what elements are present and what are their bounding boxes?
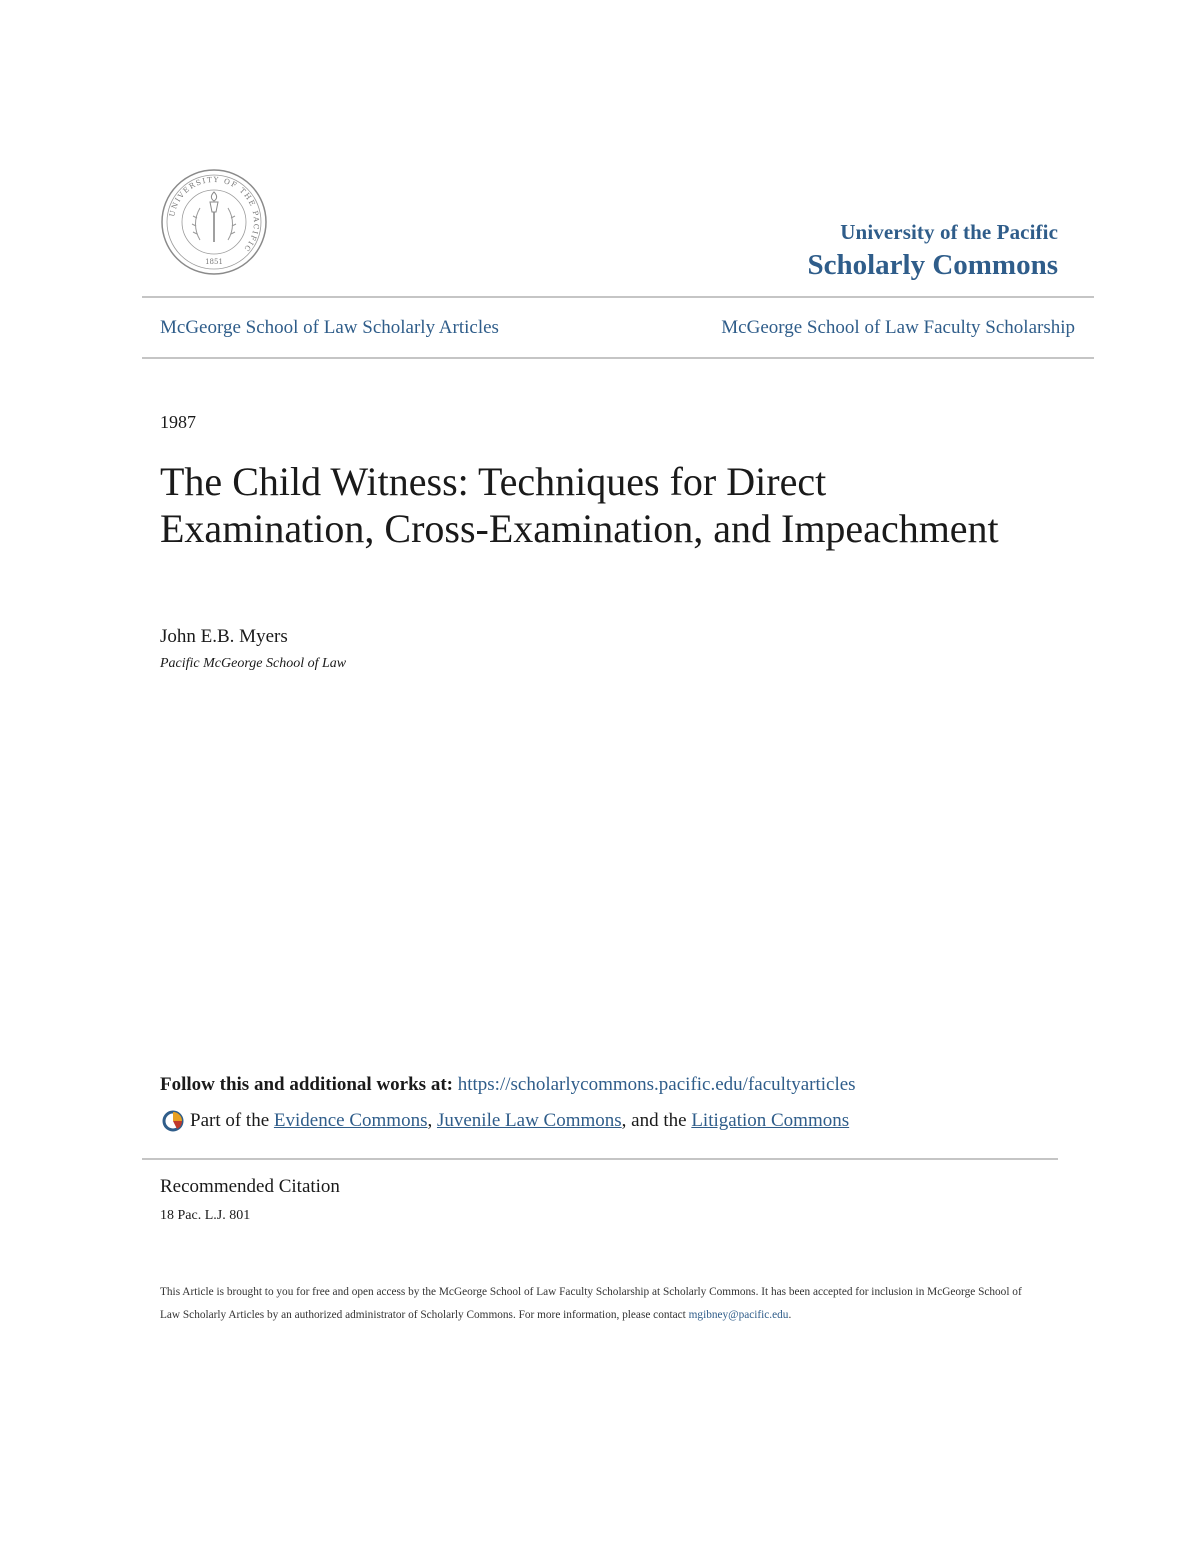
follow-line [160, 1074, 856, 1096]
author-name: John E.B. Myers [160, 626, 288, 647]
institution-name: University of the Pacific [840, 220, 1058, 244]
citation-value: 18 Pac. L.J. 801 [160, 1208, 251, 1223]
svg-text:1851: 1851 [205, 258, 223, 266]
article-title: The Child Witness: Techniques for Direct Examination, Cross-Examination, and Impeachment [160, 459, 999, 551]
notice-text: This Article is brought to you for free and open access by the McGeorge School of Law Faculty Scholarship at Scholarly Commons. It has been accepted for inclusion in McGeorge School of Law Scholarly Articles by an authorized administrator of Scholarly Commons. For more information, please contact [160, 1286, 1022, 1321]
juvenile-law-commons-link[interactable]: Juvenile Law Commons [436, 1110, 622, 1131]
evidence-commons-link[interactable]: Evidence Commons [273, 1110, 428, 1131]
header-divider-bottom [142, 357, 1094, 359]
part-of-line [160, 1108, 849, 1134]
series-link-faculty-scholarship[interactable]: McGeorge School of Law Faculty Scholarship [721, 317, 1075, 338]
author-affiliation: Pacific McGeorge School of Law [160, 656, 347, 671]
publication-year: 1987 [160, 412, 196, 432]
network-logo-icon [160, 1108, 186, 1134]
repository-brand[interactable] [807, 220, 1058, 282]
header-divider-top [142, 296, 1094, 298]
series-link-scholarly-articles[interactable]: McGeorge School of Law Scholarly Articles [160, 317, 499, 338]
part-of-separator-2: , and the [621, 1110, 687, 1131]
part-of-prefix: Part of the [190, 1110, 270, 1131]
svg-text:UNIVERSITY OF THE PACIFIC: UNIVERSITY OF THE PACIFIC [167, 174, 262, 255]
access-notice [160, 1281, 1040, 1327]
follow-label: Follow this and additional works at: [160, 1074, 453, 1095]
citation-divider [142, 1158, 1058, 1160]
citation-heading: Recommended Citation [160, 1176, 340, 1197]
litigation-commons-link[interactable]: Litigation Commons [691, 1110, 850, 1131]
repository-name: Scholarly Commons [807, 249, 1058, 281]
university-seal-icon [160, 168, 268, 276]
notice-end: . [788, 1309, 792, 1321]
contact-email-link[interactable]: mgibney@pacific.edu [688, 1309, 789, 1321]
part-of-separator-1: , [427, 1110, 433, 1131]
collection-url-link[interactable]: https://scholarlycommons.pacific.edu/facultyarticles [457, 1074, 856, 1095]
